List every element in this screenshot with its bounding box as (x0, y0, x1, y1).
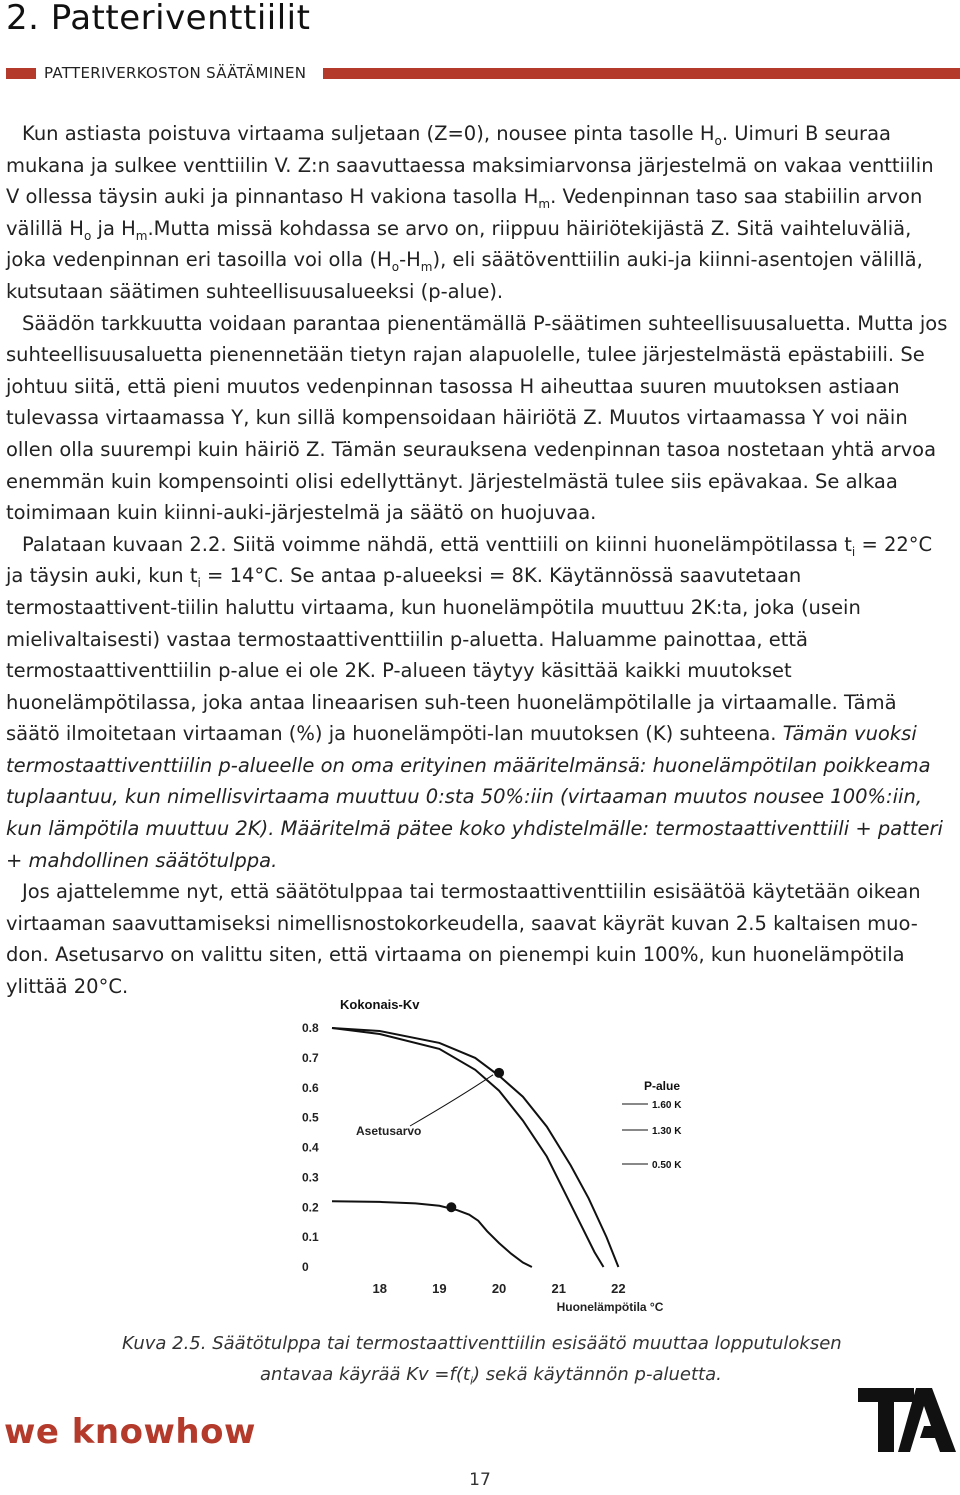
figure-caption-line1: Kuva 2.5. Säätötulppa tai termostaattiventtiilin esisäätö muuttaa lopputuloksen (122, 1333, 842, 1354)
paragraph-2: Säädön tarkkuutta voidaan parantaa pienentämällä P-säätimen suhteellisuusaluetta. Mutta jos suhteellisuusaluetta pienennetään tietyn rajan alapuolelle, tulee järjestelmästä epästabiili. Se johtuu siitä, että pieni muutos vedenpinnan tasossa H aiheuttaa suuren muutoksen astiaan tulevassa virtaamassa Y, kun sillä kompensoidaan häiriötä Z. Muutos virtaamassa Y voi näin ollen olla suurempi kuin häiriö Z. Tämän seurauksena vedenpinnan tasoa nostetaan yhtä arvoa enemmän kuin kompensointi olisi edellyttänyt. Järjestelmästä tulee siis epävakaa. Se alkaa toimimaan kuin kiinni-auki-järjestelmä ja säätö on huojuvaa. (6, 311, 948, 525)
legend-title: P-alue (644, 1079, 681, 1093)
annotation-arrow (410, 1075, 493, 1126)
x-tick-label: 20 (491, 1281, 507, 1296)
x-tick-label: 22 (611, 1281, 626, 1296)
y-tick-label: 0.8 (302, 1021, 319, 1035)
body-text (6, 118, 952, 1003)
section-bar-right (323, 68, 960, 79)
page-number: 17 (469, 1470, 491, 1490)
x-tick-label: 21 (551, 1281, 566, 1296)
brand-slogan: we knowhow (4, 1412, 256, 1452)
y-tick-label: 0.3 (302, 1170, 319, 1185)
section-label: PATTERIVERKOSTON SÄÄTÄMINEN (44, 64, 307, 82)
section-bar-left (6, 68, 36, 79)
y-tick-label: 0.7 (302, 1050, 319, 1065)
kv-chart (270, 992, 710, 1322)
chart-title: Kokonais-Kv (340, 997, 420, 1012)
page-title: 2. Patteriventtiilit (6, 0, 311, 38)
y-tick-label: 0.6 (302, 1080, 319, 1095)
x-axis-label: Huonelämpötila °C (556, 1300, 664, 1314)
x-tick-label: 18 (372, 1281, 387, 1296)
y-tick-label: 0.2 (302, 1200, 319, 1215)
figure-caption-line2: antavaa käyrää $Kv =f(t_i)$ sekä käytännön p-aluetta. (260, 1364, 722, 1388)
x-tick-label: 19 (432, 1281, 447, 1296)
setpoint-marker (494, 1068, 504, 1078)
series-line (332, 1028, 618, 1267)
setpoint-annotation: Asetusarvo (356, 1124, 422, 1138)
setpoint-marker (446, 1202, 456, 1212)
ta-logo-icon (858, 1388, 956, 1452)
y-tick-label: 0.1 (302, 1230, 319, 1245)
legend-entry: 1.60 K (652, 1100, 682, 1111)
legend-entry: 0.50 K (652, 1160, 682, 1171)
series-line (332, 1201, 532, 1267)
series-line (332, 1028, 604, 1267)
y-tick-label: 0 (302, 1260, 309, 1274)
paragraph-3: Palataan kuvaan 2.2. Siitä voimme nähdä, että venttiili on kiinni huonelämpötilassa $t_i = 22^\circ C$ ja täysin auki, kun $t_i = 14^\circ C$. Se antaa p-alueeksi = 8K. Käytännössä saavutetaan termostaattivent-tiilin haluttu virtaama, kun huonelämpötila muuttuu 2K:ta, joka (usein mielivaltaisesti) vastaa termostaattiventtiilin p-aluetta. Haluamme painottaa, että termostaattiventtiilin p-alue ei ole 2K. P-alueen täytyy käsittää kaikki muutokset huonelämpötilassa, joka antaa lineaarisen suh-teen huonelämpötilalle ja virtaamalle. Tämä säätö ilmoitetaan virtaaman (%) ja huonelämpöti-lan muutoksen (K) suhteena. Tämän vuoksi termostaattiventtiilin p-alueelle on oma erityinen määritelmänsä: huonelämpötilan poikkeama tuplaantuu, kun nimellisvirtaama muuttuu 0:sta 50%:iin (virtaaman muutos nousee 100%:iin, kun lämpötila muuttuu 2K). Määritelmä pätee koko yhdistelmälle: termostaattiventtiili + patteri + mahdollinen säätötulppa. (6, 532, 943, 872)
legend-entry: 1.30 K (652, 1126, 682, 1137)
section-band (0, 64, 960, 82)
y-tick-label: 0.5 (302, 1110, 319, 1125)
paragraph-4: Jos ajattelemme nyt, että säätötulppaa tai termostaattiventtiilin esisäätöä käytetään oikean virtaaman saavuttamiseksi nimellisnostokorkeudella, saavat käyrät kuvan 2.5 kaltaisen muo-don. Asetusarvo on valittu siten, että virtaama on pienempi kuin 100%, kun huonelämpötila ylittää 20°C. (6, 880, 921, 999)
y-tick-label: 0.4 (302, 1140, 319, 1155)
paragraph-1: Kun astiasta poistuva virtaama suljetaan (Z=0), nousee pinta tasolle $H_o$. Uimuri B seuraa mukana ja sulkee venttiilin V. Z:n saavuttaessa maksimiarvonsa järjestelmä on vakaa venttiilin V ollessa täysin auki ja pinnantaso H vakiona tasolla $H_m$. Vedenpinnan taso saa stabiilin arvon välillä $H_o$ ja $H_m.Mutta$ missä kohdassa se arvo on, riippuu häiriötekijästä Z. Sitä vaihteluväliä, joka vedenpinnan eri tasoilla voi olla $(H_o-H_m)$, eli säätöventtiilin auki-ja kiinni-asentojen välillä, kutsutaan säätimen suhteellisuusalueeksi (p-alue). (6, 122, 934, 303)
